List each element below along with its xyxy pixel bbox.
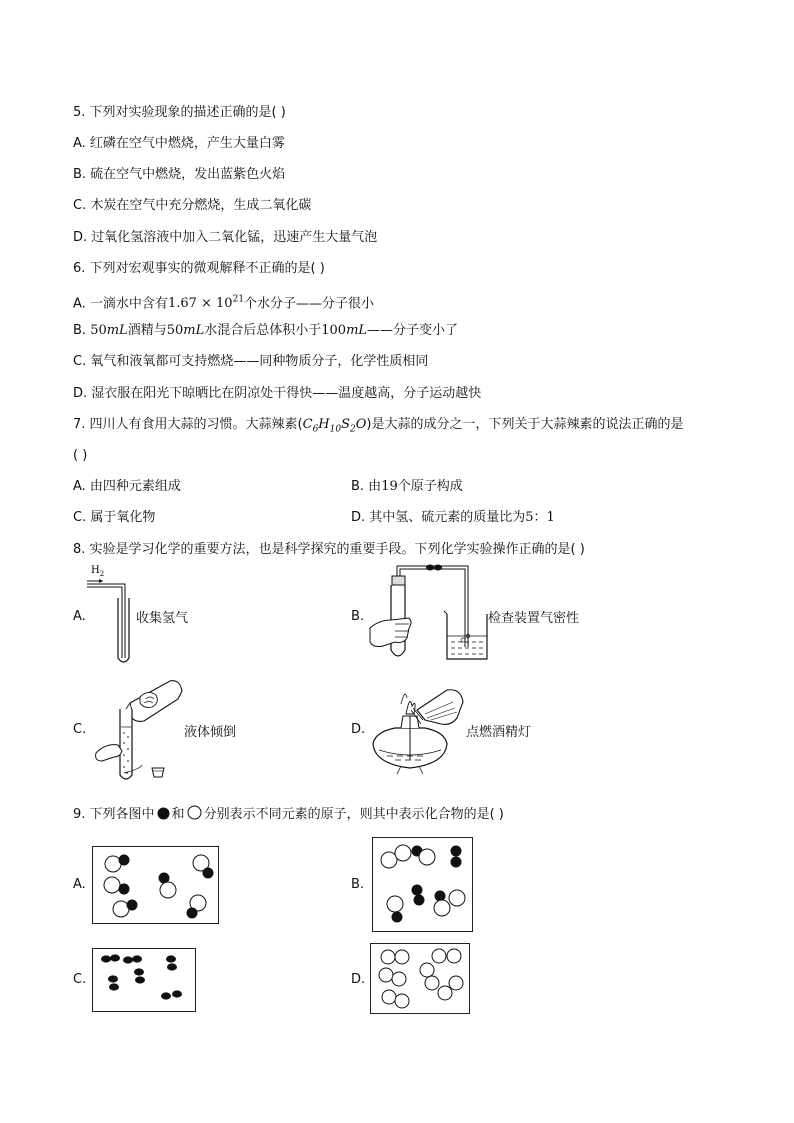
q8-option-b-caption: 检查装置气密性 bbox=[488, 611, 580, 626]
avogadro-number: $1.67 \times 10^{21}$ bbox=[167, 295, 245, 312]
q8-option-c-caption: 液体倾倒 bbox=[184, 725, 237, 740]
q8-option-a-letter: A. bbox=[73, 609, 86, 624]
q7-stem: 7. 四川人有食用大蒜的习惯。大蒜辣素$(C_6H_{10}S_2O)$是大蒜的成分之一，下列关于大蒜辣素的说法正确的是 bbox=[73, 417, 684, 435]
q7-option-a: A. 由四种元素组成 bbox=[73, 479, 181, 494]
q5-option-d: D. 过氧化氢溶液中加入二氧化锰，迅速产生大量气泡 bbox=[73, 230, 378, 245]
q9-d-molecules bbox=[371, 944, 471, 1015]
q9-option-a-letter: A. bbox=[73, 877, 86, 892]
q5-option-b: B. 硫在空气中燃烧，发出蓝紫色火焰 bbox=[73, 167, 286, 182]
q9-b-molecules bbox=[373, 838, 474, 933]
q9-c-molecules bbox=[93, 949, 197, 1013]
q6-option-d: D. 湿衣服在阳光下晾晒比在阴凉处干得快——温度越高，分子运动越快 bbox=[73, 386, 482, 401]
q5-stem: 5. 下列对实验现象的描述正确的是( ) bbox=[73, 105, 286, 120]
q7-stem-blank: ( ) bbox=[73, 448, 88, 463]
legend-black-atom-icon bbox=[157, 807, 170, 820]
q8-c-liquid-pouring-figure bbox=[88, 665, 188, 783]
q8-option-b-letter: B. bbox=[351, 609, 365, 624]
q9-b-box bbox=[372, 837, 473, 932]
q7-option-c: C. 属于氧化物 bbox=[73, 510, 156, 525]
q6-option-b: B. 50mL酒精与50mL水混合后总体积小于100mL——分子变小了 bbox=[73, 323, 459, 338]
legend-white-atom-icon bbox=[187, 805, 202, 820]
q5-option-a: A. 红磷在空气中燃烧，产生大量白雾 bbox=[73, 136, 285, 151]
q9-a-box bbox=[92, 846, 219, 924]
q9-stem: 9. 下列各图中 和 分别表示不同元素的原子，则其中表示化合物的是( ) bbox=[73, 807, 504, 822]
q9-option-c-letter: C. bbox=[73, 972, 87, 987]
q5-option-c: C. 木炭在空气中充分燃烧，生成二氧化碳 bbox=[73, 198, 312, 213]
q9-a-molecules bbox=[93, 847, 220, 925]
q9-d-box bbox=[370, 943, 470, 1014]
q8-option-d-caption: 点燃酒精灯 bbox=[466, 725, 532, 740]
q7-option-d: D. 其中氢、硫元素的质量比为5：1 bbox=[351, 510, 555, 525]
q8-a-gas-label: $H_2$ bbox=[91, 565, 105, 578]
q6-stem: 6. 下列对宏观事实的微观解释不正确的是( ) bbox=[73, 261, 325, 276]
q8-option-a-caption: 收集氢气 bbox=[136, 611, 189, 626]
q9-option-b-letter: B. bbox=[351, 877, 365, 892]
q9-option-d-letter: D. bbox=[351, 972, 366, 987]
q6-option-a: A. 一滴水中含有$1.67 \times 10^{21}$个水分子——分子很小 bbox=[73, 295, 375, 312]
allicin-formula: $C_6H_{10}S_2O$ bbox=[302, 417, 367, 435]
q9-c-box bbox=[92, 948, 196, 1012]
q8-stem: 8. 实验是学习化学的重要方法，也是科学探究的重要手段。下列化学实验操作正确的是( ) bbox=[73, 542, 585, 557]
q7-option-b: B. 由19个原子构成 bbox=[351, 479, 463, 494]
q8-option-d-letter: D. bbox=[351, 722, 366, 737]
q8-d-alcohol-lamp-figure bbox=[365, 680, 469, 778]
q8-b-airtightness-figure bbox=[365, 562, 495, 662]
q8-option-c-letter: C. bbox=[73, 722, 87, 737]
q6-option-c: C. 氧气和液氧都可支持燃烧——同种物质分子，化学性质相同 bbox=[73, 354, 429, 369]
